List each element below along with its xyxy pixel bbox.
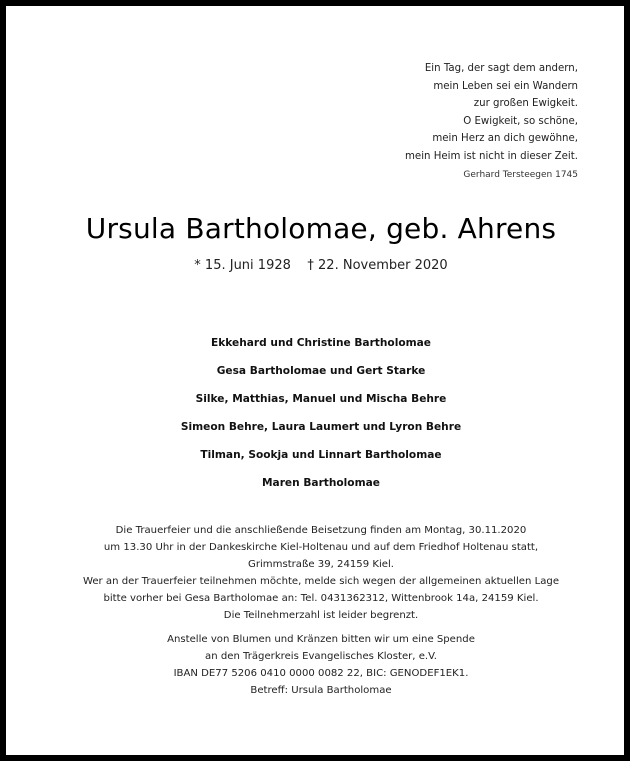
donation-line: Anstelle von Blumen und Kränzen bitten wir um eine Spende	[167, 634, 475, 645]
donation-notice	[6, 631, 630, 699]
family-member: Maren Bartholomae	[262, 477, 380, 489]
notice-line: Grimmstraße 39, 24159 Kiel.	[248, 559, 394, 570]
family-member: Tilman, Sookja und Linnart Bartholomae	[200, 449, 442, 461]
donation-line: an den Trägerkreis Evangelisches Kloster, e.V.	[205, 651, 437, 662]
poem-line: O Ewigkeit, so schöne,	[463, 115, 578, 127]
poem-block	[405, 60, 578, 185]
donation-line: Betreff: Ursula Bartholomae	[250, 685, 392, 696]
notice-line: Die Teilnehmerzahl ist leider begrenzt.	[223, 610, 419, 621]
poem-line: Ein Tag, der sagt dem andern,	[424, 63, 578, 74]
family-member: Ekkehard und Christine Bartholomae	[211, 337, 431, 349]
notice-line: bitte vorher bei Gesa Bartholomae an: Tel. 0431362312, Wittenbrook 14a, 24159 Kiel.	[103, 593, 539, 604]
notice-line: um 13.30 Uhr in der Dankeskirche Kiel-Holtenau und auf dem Friedhof Holtenau statt,	[103, 542, 539, 553]
life-dates: * 15. Juni 1928 † 22. November 2020	[194, 258, 448, 273]
notice-line: Wer an der Trauerfeier teilnehmen möchte, melde sich wegen der allgemeinen aktuellen Lage	[82, 576, 560, 587]
notice-line: Die Trauerfeier und die anschließende Beisetzung finden am Montag, 30.11.2020	[115, 525, 527, 536]
family-member: Gesa Bartholomae und Gert Starke	[216, 365, 426, 377]
donation-line: IBAN DE77 5206 0410 0000 0082 22, BIC: GENODEF1EK1.	[173, 668, 469, 679]
poem-line: zur großen Ewigkeit.	[473, 98, 578, 109]
poem-author: Gerhard Tersteegen 1745	[463, 170, 578, 180]
family-list	[6, 329, 630, 497]
family-member: Silke, Matthias, Manuel und Mischa Behre	[195, 393, 447, 405]
family-member: Simeon Behre, Laura Laumert und Lyron Behre	[180, 421, 462, 433]
funeral-notice	[6, 522, 630, 624]
poem-line: mein Herz an dich gewöhne,	[432, 133, 578, 144]
poem-line: mein Leben sei ein Wandern	[433, 80, 578, 92]
poem-line: mein Heim ist nicht in dieser Zeit.	[405, 150, 578, 162]
deceased-name: Ursula Bartholomae, geb. Ahrens	[85, 212, 557, 245]
